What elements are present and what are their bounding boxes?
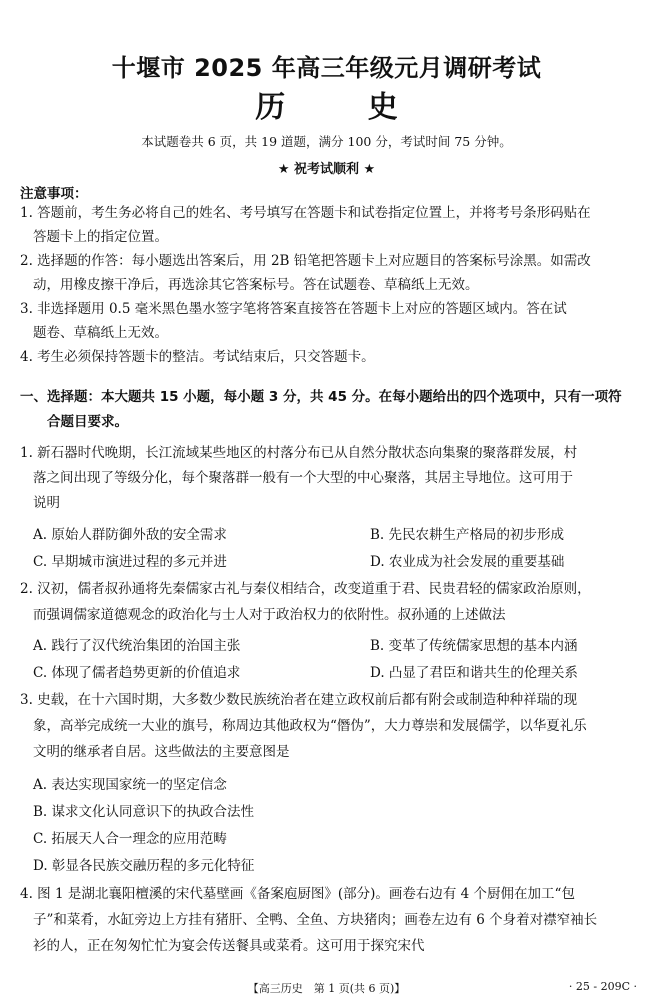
question-3-option-c: C. 拓展天人合一理念的应用范畴 xyxy=(33,831,227,847)
page-number-label: 【高三历史 第 1 页(共 6 页)】 xyxy=(247,982,406,995)
question-2-option-b: B. 变革了传统儒家思想的基本内涵 xyxy=(370,638,578,654)
question-2-option-d: D. 凸显了君臣和谐共生的伦理关系 xyxy=(370,665,578,681)
exam-info: 本试题卷共 6 页，共 19 道题，满分 100 分，考试时间 75 分钟。 xyxy=(141,134,512,149)
question-1-option-a: A. 原始人群防御外敌的安全需求 xyxy=(33,527,227,543)
notice-line: 1. 答题前，考生务必将自己的姓名、考号填写在答题卡和试卷指定位置上，并将考号条形码贴在 xyxy=(20,205,591,221)
subject-title: 历 史 xyxy=(255,90,434,125)
question-3-option-b: B. 谋求文化认同意识下的执政合法性 xyxy=(33,804,255,820)
question-2-stem: 而强调儒家道德观念的政治化与士人对于政治权力的依附性。叔孙通的上述做法 xyxy=(33,607,506,623)
notice-heading: 注意事项： xyxy=(20,186,88,202)
question-3-option-d: D. 彰显各民族交融历程的多元化特征 xyxy=(33,858,255,874)
question-3-stem: 文明的继承者自居。这些做法的主要意图是 xyxy=(33,744,290,760)
question-2-option-c: C. 体现了儒者趋势更新的价值追求 xyxy=(33,665,241,681)
section-heading-cont: 合题目要求。 xyxy=(47,414,128,430)
page-footer xyxy=(0,976,653,998)
section-heading: 一、选择题：本大题共 15 小题，每小题 3 分，共 45 分。在每小题给出的四个选项中，只有一项符 xyxy=(20,389,622,405)
question-1-option-b: B. 先民农耕生产格局的初步形成 xyxy=(370,527,565,543)
exam-code: · 25 - 209C · xyxy=(568,980,637,993)
good-luck-banner: ★ 祝考试顺利 ★ xyxy=(277,162,376,177)
question-2-stem: 2. 汉初，儒者叔孙通将先秦儒家古礼与秦仪相结合，改变道重于君、民贵君轻的儒家政治原则， xyxy=(20,581,591,597)
notice-line: 2. 选择题的作答：每小题选出答案后，用 2B 铅笔把答题卡上对应题目的答案标号涂黑。如需改 xyxy=(20,253,591,269)
notice-line: 4. 考生必须保持答题卡的整洁。考试结束后，只交答题卡。 xyxy=(20,349,375,365)
question-4-stem: 子”和菜肴，水缸旁边上方挂有猪肝、全鸭、全鱼、方块猪肉；画卷左边有 6 个身着对襟窄袖长 xyxy=(33,912,598,928)
question-3-stem: 3. 史载，在十六国时期，大多数少数民族统治者在建立政权前后都有附会或制造种种祥瑞的现 xyxy=(20,692,578,708)
question-1-option-c: C. 早期城市演进过程的多元并进 xyxy=(33,554,227,570)
exam-title: 十堰市 2025 年高三年级元月调研考试 xyxy=(111,54,542,82)
question-4-stem: 衫的人，正在匆匆忙忙为宴会传送餐具或菜肴。这可用于探究宋代 xyxy=(33,938,425,954)
question-3-stem: 象，高举完成统一大业的旗号，称周边其他政权为“僭伪”，大力尊崇和发展儒学，以华夏礼乐 xyxy=(33,718,587,734)
question-1-stem: 1. 新石器时代晚期，长江流域某些地区的村落分布已从自然分散状态向集聚的聚落群发展，村 xyxy=(20,445,578,461)
notice-line: 3. 非选择题用 0.5 毫米黑色墨水签字笔将答案直接答在答题卡上对应的答题区域内。答在试 xyxy=(20,301,567,317)
question-1-option-d: D. 农业成为社会发展的重要基础 xyxy=(370,554,565,570)
notice-line: 答题卡上的指定位置。 xyxy=(33,229,168,245)
question-1-stem: 说明 xyxy=(33,495,60,511)
question-1-stem: 落之间出现了等级分化，每个聚落群一般有一个大型的中心聚落，其居主导地位。这可用于 xyxy=(33,470,573,486)
notice-line: 动，用橡皮擦干净后，再选涂其它答案标号。答在试题卷、草稿纸上无效。 xyxy=(33,277,479,293)
question-2-option-a: A. 践行了汉代统治集团的治国主张 xyxy=(33,638,241,654)
notice-line: 题卷、草稿纸上无效。 xyxy=(33,325,168,341)
question-4-stem: 4. 图 1 是湖北襄阳檀溪的宋代墓壁画《备案庖厨图》(部分)。画卷右边有 4 个厨佣在加工“包 xyxy=(20,886,575,902)
question-3-option-a: A. 表达实现国家统一的坚定信念 xyxy=(33,777,227,793)
